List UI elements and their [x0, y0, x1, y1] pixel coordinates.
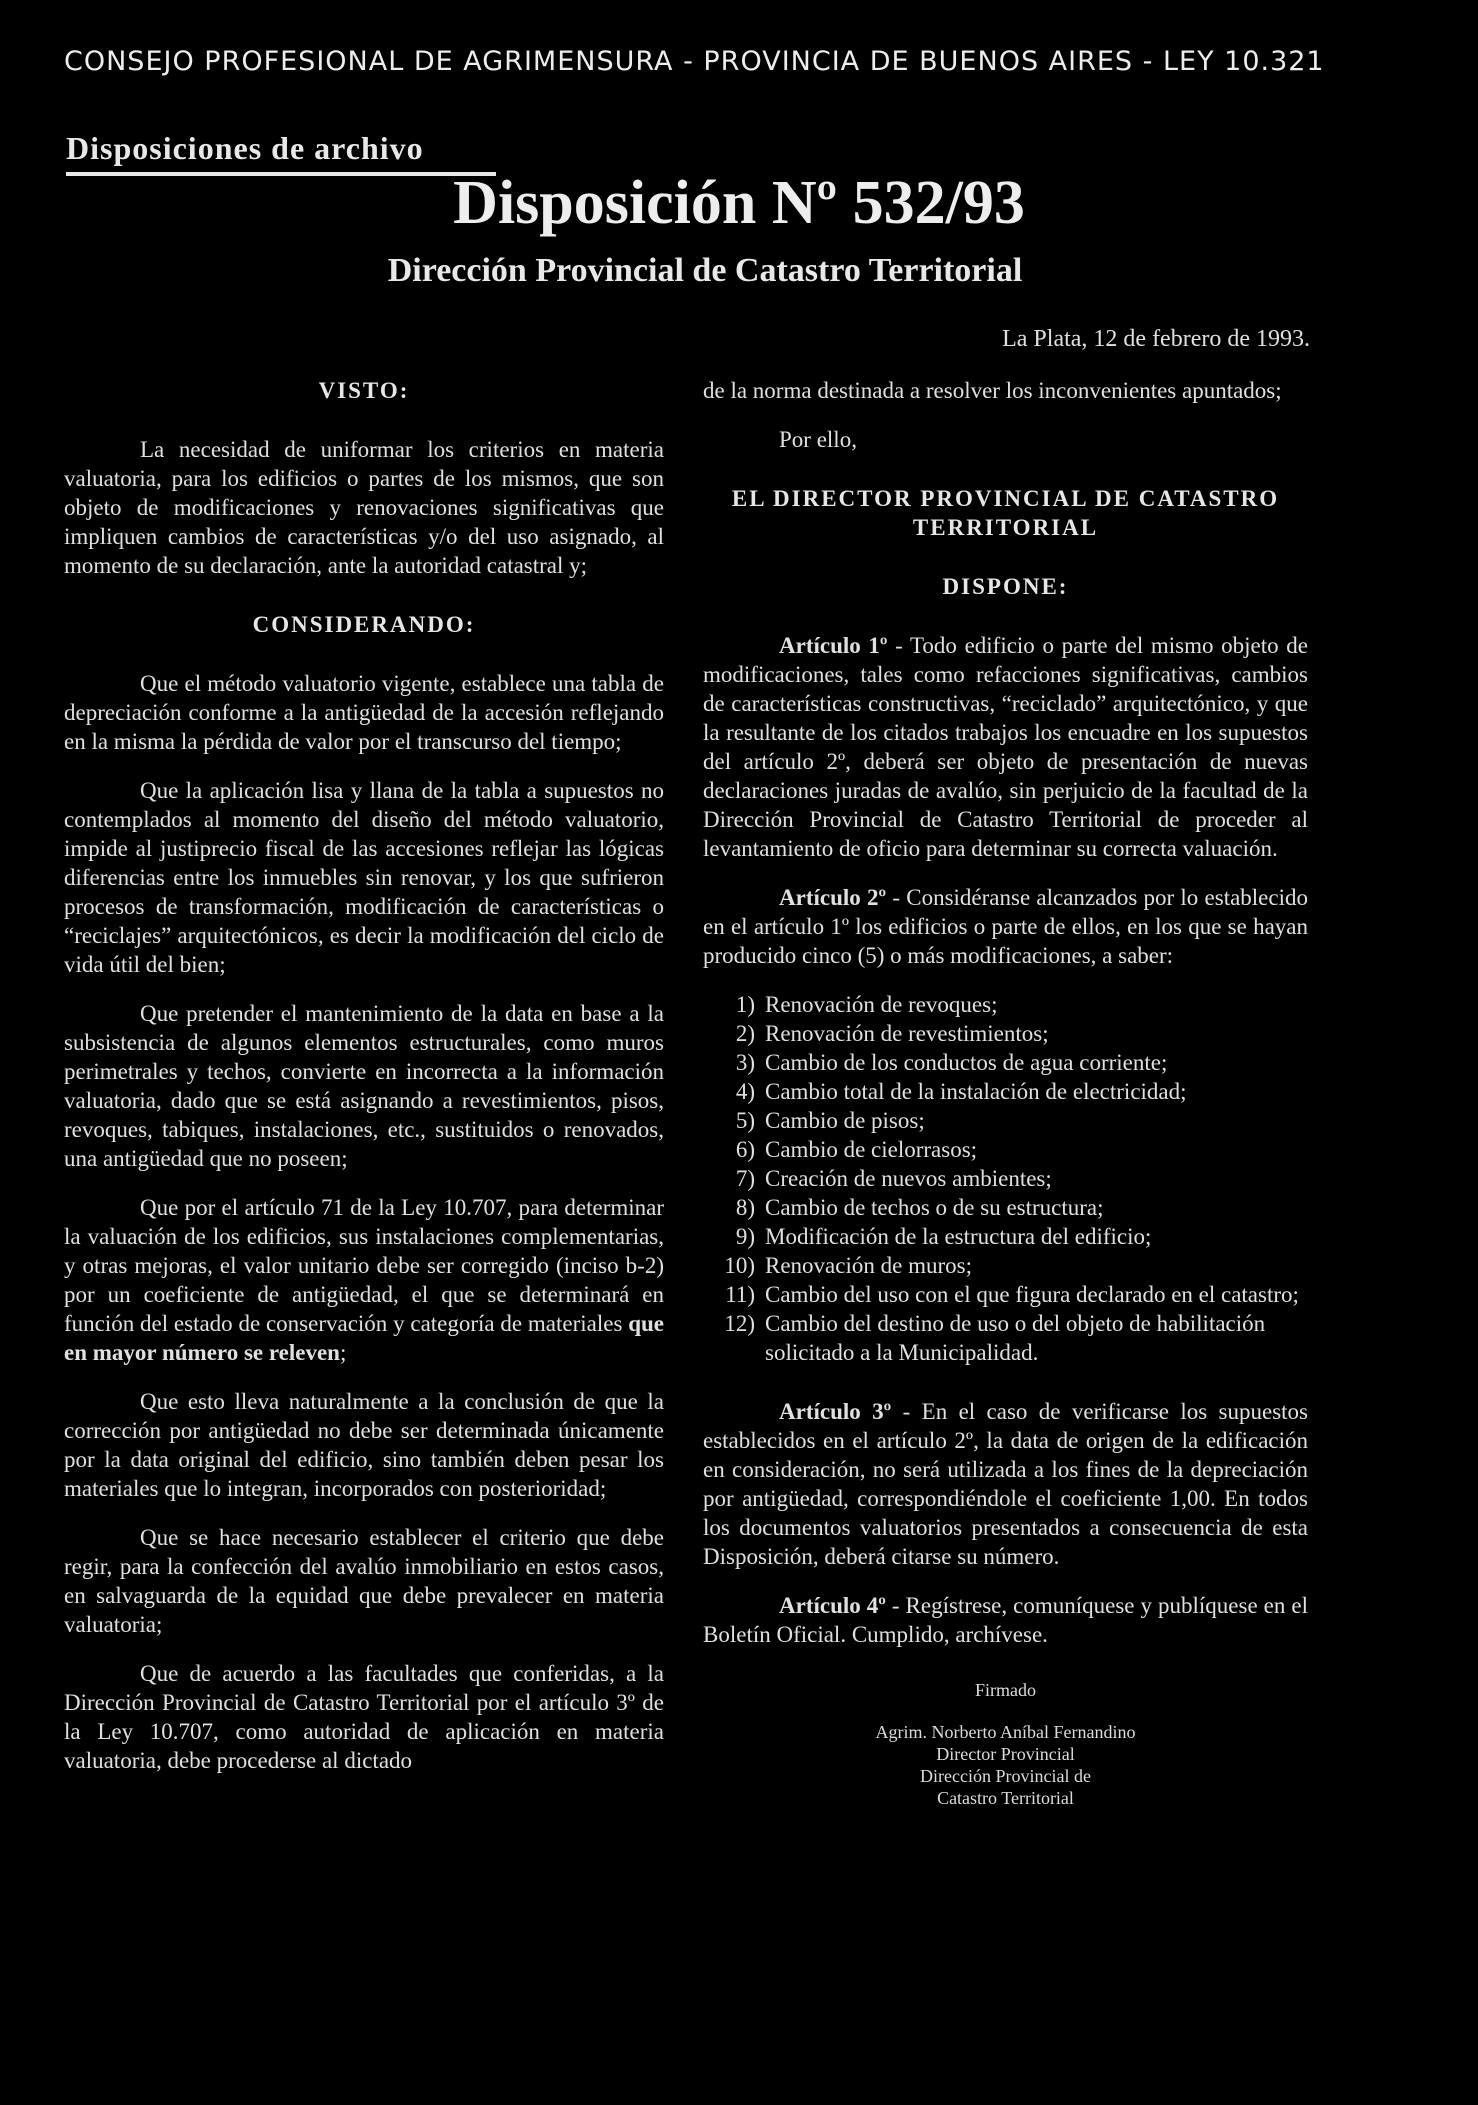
- list-item-text: Cambio del uso con el que figura declarado en el catastro;: [765, 1282, 1299, 1307]
- list-item-number: 11): [725, 1282, 755, 1307]
- list-item-text: Cambio de techos o de su estructura;: [765, 1195, 1104, 1220]
- list-item-number: 1): [735, 992, 755, 1017]
- considerando-paragraph-2: Que la aplicación lisa y llana de la tabla a supuestos no contemplados al momento del diseño del método valuatorio, impide al justiprecio fiscal de las accesiones reflejar las lógicas diferencias entre los inmuebles sin renovar, y los que sufrieron procesos de transformación, modificación de características o “reciclajes” arquitectónicos, es decir la modificación del ciclo de vida útil del bien;: [64, 778, 664, 977]
- list-item-text: Modificación de la estructura del edificio;: [765, 1224, 1152, 1249]
- list-item-number: 4): [735, 1079, 755, 1104]
- considerando-heading: CONSIDERANDO:: [252, 612, 476, 637]
- list-item: [703, 1048, 1308, 1077]
- signer-role: Director Provincial: [936, 1744, 1075, 1764]
- continued-paragraph: de la norma destinada a resolver los inconvenientes apuntados;: [703, 378, 1282, 403]
- article-3-text: - En el caso de verificarse los supuestos establecidos en el artículo 2º, la data de origen de la edificación en consideración, no será utilizada a los fines de la depreciación por antigüedad, correspondiéndole el coeficiente 1,00. En todos los documentos valuatorios presentados a consecuencia de esta Disposición, deberá citarse su número.: [703, 1399, 1308, 1569]
- list-item: [703, 1019, 1308, 1048]
- list-item-text: Cambio del destino de uso o del objeto de habilitación solicitado a la Municipalidad.: [765, 1311, 1266, 1365]
- page-subtitle: Dirección Provincial de Catastro Territorial: [387, 252, 1023, 289]
- article-2-label: Artículo 2º: [779, 885, 887, 910]
- list-item: [703, 1193, 1308, 1222]
- list-item: [703, 1309, 1308, 1367]
- considerando-paragraph-3: Que pretender el mantenimiento de la data en base a la subsistencia de algunos elementos estructurales, como muros perimetrales y techos, convierte en incorrecta a la información valuatoria, dado que se está asignando a revestimientos, pisos, revoques, tabiques, instalaciones, etc., sustituidos o renovados, una antigüedad que no poseen;: [64, 1001, 664, 1171]
- article-3-label: Artículo 3º: [779, 1399, 892, 1424]
- list-item-number: 7): [735, 1166, 755, 1191]
- list-item-text: Cambio de pisos;: [765, 1108, 925, 1133]
- visto-paragraph: La necesidad de uniformar los criterios en materia valuatoria, para los edificios o partes de los mismos, que son objeto de modificaciones y renovaciones significativas que impliquen cambios de características y/o del uso asignado, al momento de su declaración, ante la autoridad catastral y;: [64, 437, 664, 578]
- considerando-paragraph-4: [64, 1193, 664, 1367]
- document-date: La Plata, 12 de febrero de 1993.: [1002, 326, 1310, 352]
- paragraph-4-bold: que en mayor número se releven: [64, 1311, 664, 1365]
- list-item: [703, 1106, 1308, 1135]
- article-4-text: - Regístrese, comuníquese y publíquese en el Boletín Oficial. Cumplido, archívese.: [703, 1593, 1308, 1647]
- list-item-text: Renovación de revestimientos;: [765, 1021, 1049, 1046]
- page-title: Disposición Nº 532/93: [453, 169, 1025, 237]
- list-item-text: Cambio de cielorrasos;: [765, 1137, 978, 1162]
- visto-heading: VISTO:: [318, 378, 410, 403]
- list-item-number: 9): [735, 1224, 755, 1249]
- list-item: [703, 990, 1308, 1019]
- list-item-number: 5): [735, 1108, 755, 1133]
- list-item-number: 8): [735, 1195, 755, 1220]
- publication-header: CONSEJO PROFESIONAL DE AGRIMENSURA - PROVINCIA DE BUENOS AIRES - LEY 10.321: [64, 46, 1325, 77]
- article-1-label: Artículo 1º: [779, 633, 888, 658]
- dispone-heading: DISPONE:: [942, 574, 1069, 599]
- article-3: [703, 1397, 1308, 1571]
- considerando-paragraph-6: Que se hace necesario establecer el criterio que debe regir, para la confección del avalúo inmobiliario en estos casos, en salvaguarda de la equidad que debe prevalecer en materia valuatoria;: [64, 1525, 664, 1637]
- list-item-text: Creación de nuevos ambientes;: [765, 1166, 1052, 1191]
- signer-name: Agrim. Norberto Aníbal Fernandino: [875, 1722, 1136, 1742]
- list-item-text: Renovación de muros;: [765, 1253, 972, 1278]
- list-item: [703, 1164, 1308, 1193]
- paragraph-4-text: Que por el artículo 71 de la Ley 10.707, para determinar la valuación de los edificios, sus instalaciones complementarias, y otras mejoras, el valor unitario debe ser corregido (inciso b-2) por un coeficiente de antigüedad, el que se determinará en función del estado de conservación y categoría de materiales: [64, 1195, 664, 1336]
- list-item: [703, 1222, 1308, 1251]
- signed-label: Firmado: [975, 1680, 1036, 1700]
- considerando-paragraph-7: Que de acuerdo a las facultades que conferidas, a la Dirección Provincial de Catastro Territorial por el artículo 3º de la Ley 10.707, como autoridad de aplicación en materia valuatoria, debe procederse al dictado: [64, 1661, 664, 1773]
- left-column: [64, 376, 664, 1775]
- paragraph-4-end: ;: [339, 1340, 347, 1365]
- article-1: [703, 631, 1308, 863]
- considerando-paragraph-1: Que el método valuatorio vigente, establece una tabla de depreciación conforme a la antigüedad de la accesión reflejando en la misma la pérdida de valor por el transcurso del tiempo;: [64, 671, 664, 754]
- article-4: [703, 1591, 1308, 1649]
- list-item: [703, 1280, 1308, 1309]
- section-label: Disposiciones de archivo: [66, 130, 424, 166]
- signer-office-line-2: Catastro Territorial: [937, 1788, 1074, 1808]
- director-heading: EL DIRECTOR PROVINCIAL DE CATASTRO TERRITORIAL: [731, 486, 1280, 540]
- article-2: [703, 883, 1308, 970]
- list-item-text: Cambio total de la instalación de electricidad;: [765, 1079, 1187, 1104]
- list-item: [703, 1077, 1308, 1106]
- modifications-list: [703, 990, 1308, 1367]
- list-item: [703, 1251, 1308, 1280]
- list-item-text: Cambio de los conductos de agua corriente;: [765, 1050, 1168, 1075]
- list-item-number: 2): [735, 1021, 755, 1046]
- signer-office-line-1: Dirección Provincial de: [920, 1766, 1091, 1786]
- list-item: [703, 1135, 1308, 1164]
- right-column: [703, 376, 1308, 1809]
- article-1-text: - Todo edificio o parte del mismo objeto de modificaciones, tales como refacciones significativas, cambios de características constructivas, “reciclado” arquitectónico, y que la resultante de los citados trabajos los encuadre en los supuestos del artículo 2º, deberá ser objeto de presentación de nuevas declaraciones juradas de avalúo, sin perjuicio de la facultad de la Dirección Provincial de Catastro Territorial de proceder al levantamiento de oficio para determinar su correcta valuación.: [703, 633, 1308, 861]
- considerando-paragraph-5: Que esto lleva naturalmente a la conclusión de que la corrección por antigüedad no debe ser determinada únicamente por la data original del edificio, sino también deben pesar los materiales que lo integran, incorporados con posterioridad;: [64, 1389, 664, 1501]
- article-2-text: - Considéranse alcanzados por lo establecido en el artículo 1º los edificios o parte de ellos, en los que se hayan producido cinco (5) o más modificaciones, a saber:: [703, 885, 1308, 968]
- list-item-number: 6): [735, 1137, 755, 1162]
- por-ello: Por ello,: [779, 427, 857, 452]
- list-item-number: 12): [724, 1311, 755, 1336]
- list-item-number: 10): [724, 1253, 755, 1278]
- list-item-number: 3): [735, 1050, 755, 1075]
- list-item-text: Renovación de revoques;: [765, 992, 998, 1017]
- article-4-label: Artículo 4º: [779, 1593, 886, 1618]
